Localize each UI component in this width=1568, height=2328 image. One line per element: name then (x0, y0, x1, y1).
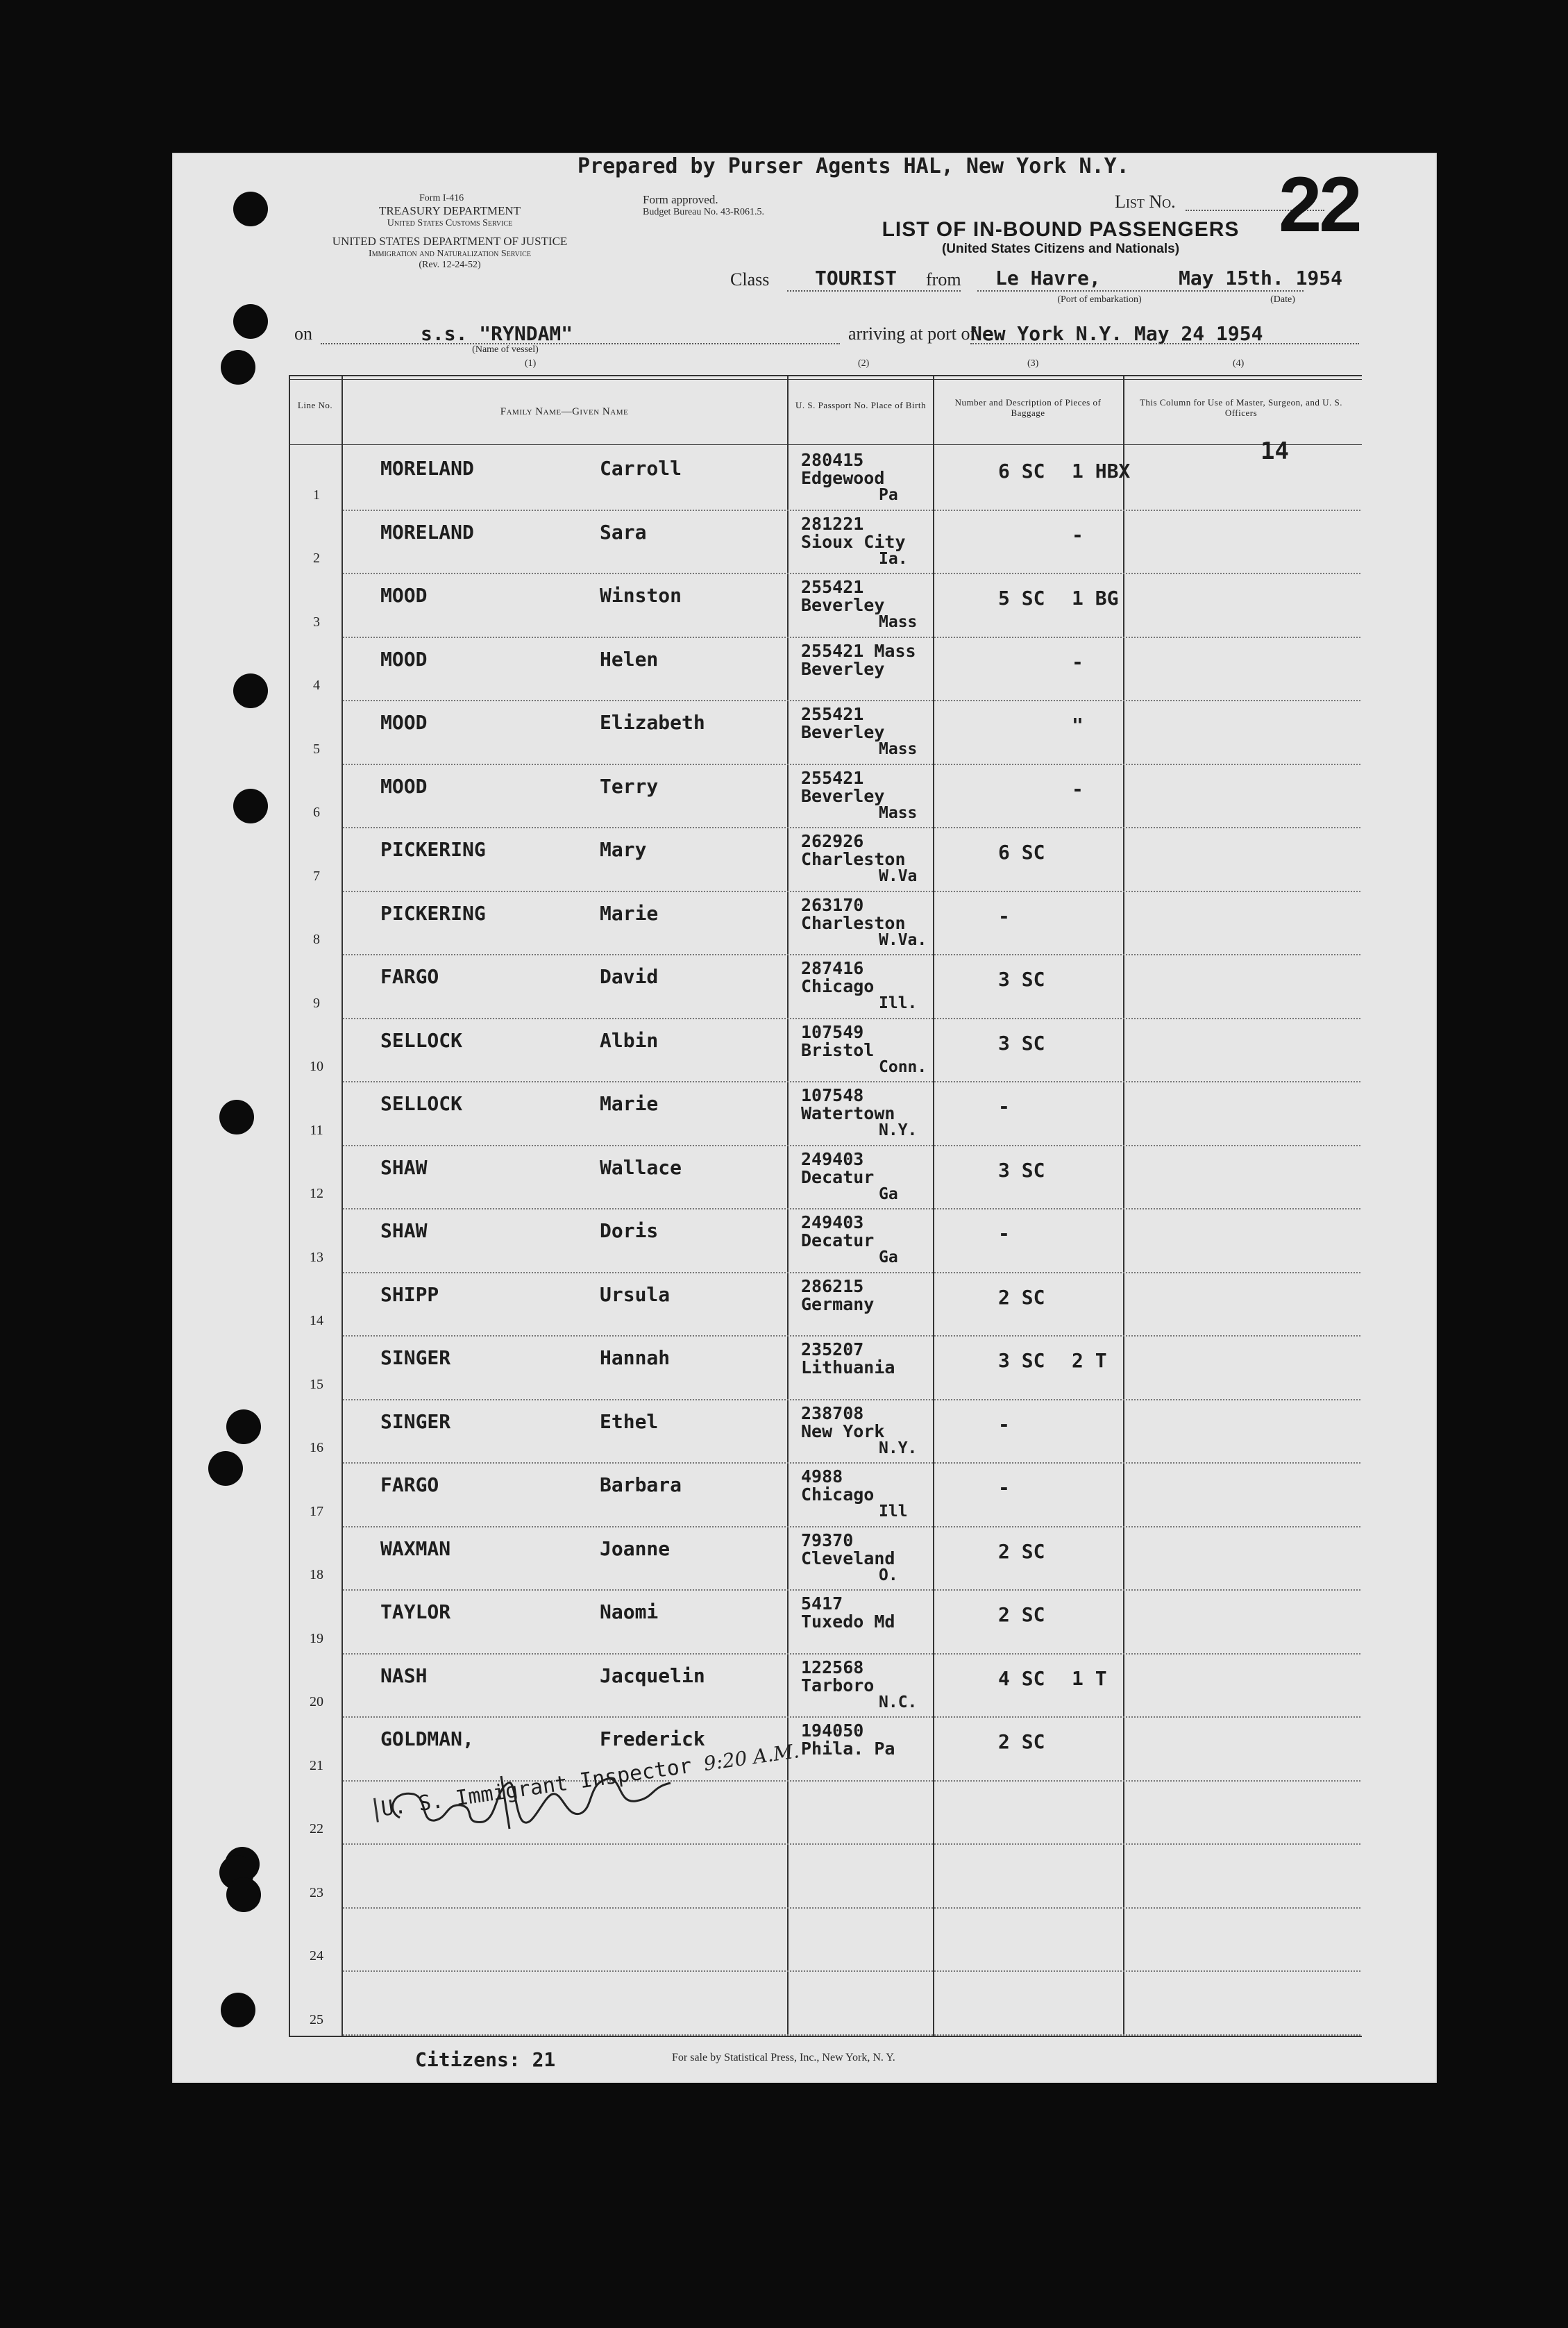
passport-number: 107548 (801, 1085, 864, 1105)
baggage-a: 3 SC (998, 1158, 1045, 1182)
on-label: on (294, 324, 312, 344)
birth-place: Lithuania (801, 1357, 895, 1377)
passport-number: 249403 (801, 1212, 864, 1232)
arriving-label: arriving at port of (848, 324, 977, 344)
baggage-a: 2 SC (998, 1539, 1045, 1563)
treasury-dept: TREASURY DEPARTMENT (378, 204, 521, 217)
passport-number: 280415 (801, 450, 864, 470)
birth-place: Beverley (801, 785, 885, 806)
family-name: NASH (380, 1664, 428, 1687)
birth-state: N.C. (879, 1693, 918, 1711)
punch-hole (221, 1993, 255, 2027)
baggage-a: - (998, 1476, 1010, 1499)
birth-state: Mass (879, 803, 918, 822)
family-name: FARGO (380, 965, 439, 988)
family-name: GOLDMAN, (380, 1727, 474, 1750)
given-name: Marie (600, 901, 659, 925)
row-divider (343, 1653, 1360, 1655)
passport-number: 4988 (801, 1466, 843, 1487)
col-header-baggage: Number and Description of Pieces of Baggage (954, 397, 1102, 418)
passport-number: 107549 (801, 1021, 864, 1042)
punch-hole (233, 789, 268, 823)
baggage-b: 2 T (1072, 1349, 1107, 1372)
passport-number: 255421 (801, 577, 864, 597)
passport-number: 238708 (801, 1402, 864, 1423)
date-label: (Date) (1270, 294, 1295, 305)
line-number: 25 (310, 2011, 323, 2027)
birth-state: Pa (879, 486, 898, 504)
punch-hole (233, 304, 268, 339)
family-name: MOOD (380, 647, 428, 671)
passport-number: 255421 Mass (801, 640, 916, 661)
row-divider (343, 2034, 1360, 2036)
given-name: David (600, 965, 659, 988)
ins-service: Immigration and Naturalization Service (369, 249, 531, 259)
birth-place: Tuxedo Md (801, 1611, 895, 1632)
class-value: TOURIST (815, 267, 897, 290)
passport-number: 255421 (801, 704, 864, 724)
birth-state: W.Va. (879, 930, 927, 949)
birth-place: Bristol (801, 1039, 875, 1060)
family-name: MOOD (380, 711, 428, 734)
row-divider (343, 1526, 1360, 1527)
row-divider (343, 700, 1360, 701)
baggage-a: 2 SC (998, 1730, 1045, 1753)
line-number: 2 (313, 551, 320, 566)
passport-number: 5417 (801, 1593, 843, 1614)
baggage-b: " (1072, 714, 1084, 737)
family-name: MORELAND (380, 457, 474, 480)
family-name: PICKERING (380, 901, 486, 925)
line-number: 16 (310, 1440, 323, 1455)
passport-number: 281221 (801, 513, 864, 534)
row-divider (343, 1399, 1360, 1400)
row-divider (343, 1335, 1360, 1337)
row-divider (343, 1018, 1360, 1019)
baggage-a: - (998, 1222, 1010, 1245)
family-name: WAXMAN (380, 1536, 451, 1560)
line-number: 17 (310, 1503, 323, 1519)
col-number-4: (4) (1233, 358, 1245, 369)
form-approved: Form approved. (643, 193, 718, 206)
given-name: Joanne (600, 1536, 671, 1560)
given-name: Doris (600, 1219, 659, 1242)
passport-number: 194050 (801, 1720, 864, 1741)
family-name: MOOD (380, 584, 428, 607)
line-number: 23 (310, 1884, 323, 1900)
passport-number: 286215 (801, 1275, 864, 1296)
manifest-sheet (172, 153, 1437, 2083)
col-header-passport: U. S. Passport No. Place of Birth (795, 400, 927, 410)
punch-hole (233, 192, 268, 226)
port-embark-label: (Port of embarkation) (1057, 294, 1142, 305)
given-name: Winston (600, 584, 682, 607)
revision: (Rev. 12-24-52) (419, 260, 481, 270)
line-number: 15 (310, 1376, 323, 1392)
baggage-b: 1 HBX (1072, 460, 1131, 483)
family-name: SINGER (380, 1409, 451, 1433)
passport-number: 262926 (801, 831, 864, 851)
vessel-name: s.s. "RYNDAM" (421, 322, 573, 345)
given-name: Elizabeth (600, 711, 705, 734)
form-title: LIST OF IN-BOUND PASSENGERS (882, 218, 1240, 241)
baggage-a: 6 SC (998, 841, 1045, 864)
justice-dept: UNITED STATES DEPARTMENT OF JUSTICE (332, 235, 568, 248)
given-name: Sara (600, 520, 647, 544)
given-name: Ursula (600, 1282, 671, 1306)
line-number: 20 (310, 1694, 323, 1709)
given-name: Marie (600, 1092, 659, 1115)
punch-hole (219, 1100, 254, 1134)
row-divider (343, 637, 1360, 638)
given-name: Hannah (600, 1346, 671, 1369)
birth-state: Conn. (879, 1057, 927, 1076)
family-name: SHAW (380, 1155, 428, 1179)
prepared-by: Prepared by Purser Agents HAL, New York N.Y. (578, 154, 1129, 178)
passport-number: 79370 (801, 1530, 854, 1550)
col-number-1: (1) (525, 358, 537, 369)
family-name: SELLOCK (380, 1092, 463, 1115)
family-name: MORELAND (380, 520, 474, 544)
birth-place: Decatur (801, 1230, 875, 1250)
baggage-b: 1 BG (1072, 587, 1119, 610)
from-value: Le Havre, (995, 267, 1101, 290)
passport-number: 255421 (801, 767, 864, 788)
birth-place: Beverley (801, 722, 885, 742)
birth-state: Ga (879, 1184, 898, 1203)
row-divider (343, 573, 1360, 574)
punch-hole (221, 350, 255, 385)
citizens-count: Citizens: 21 (415, 2048, 556, 2071)
given-name: Frederick (600, 1727, 705, 1750)
birth-place: Germany (801, 1293, 875, 1314)
row-divider (343, 1208, 1360, 1209)
birth-place: Beverley (801, 658, 885, 679)
given-name: Naomi (600, 1600, 659, 1623)
row-divider (343, 1589, 1360, 1591)
birth-state: Mass (879, 613, 918, 631)
punch-hole (226, 1409, 261, 1444)
line-number: 8 (313, 932, 320, 947)
birth-place: Sioux City (801, 531, 906, 552)
baggage-a: 6 SC (998, 460, 1045, 483)
birth-place: Beverley (801, 595, 885, 615)
line-number: 5 (313, 741, 320, 757)
birth-place: Charleston (801, 849, 906, 869)
birth-place: Chicago (801, 976, 875, 996)
birth-place: Tarboro (801, 1675, 875, 1695)
baggage-b: 1 T (1072, 1666, 1107, 1690)
line-number: 21 (310, 1757, 323, 1773)
birth-place: Edgewood (801, 468, 885, 488)
family-name: SINGER (380, 1346, 451, 1369)
line-number: 7 (313, 868, 320, 884)
family-name: SHIPP (380, 1282, 439, 1306)
family-name: SHAW (380, 1219, 428, 1242)
baggage-a: - (998, 904, 1010, 928)
birth-place: Cleveland (801, 1548, 895, 1568)
birth-state: W.Va (879, 867, 918, 885)
line-number: 19 (310, 1630, 323, 1646)
baggage-a: 4 SC (998, 1666, 1045, 1690)
given-name: Albin (600, 1028, 659, 1052)
baggage-a: - (998, 1412, 1010, 1436)
row-divider (343, 1970, 1360, 1972)
inspector-stamp-text: U. S. Immigrant Inspector (373, 1754, 693, 1823)
baggage-b: - (1072, 777, 1084, 801)
punch-hole (233, 673, 268, 708)
line-number: 4 (313, 678, 320, 693)
given-name: Jacquelin (600, 1664, 705, 1687)
passport-number: 263170 (801, 894, 864, 915)
row-divider (343, 764, 1360, 765)
punch-hole (226, 1877, 261, 1912)
officer-mark: 14 (1261, 437, 1289, 465)
birth-place: Watertown (801, 1103, 895, 1123)
family-name: FARGO (380, 1473, 439, 1496)
line-number: 9 (313, 995, 320, 1011)
birth-state: Ill (879, 1502, 908, 1521)
row-divider (343, 510, 1360, 511)
line-number: 18 (310, 1567, 323, 1582)
baggage-a: 2 SC (998, 1603, 1045, 1626)
line-number: 24 (310, 1948, 323, 1963)
passport-number: 249403 (801, 1148, 864, 1169)
col-header-name: Family Name—Given Name (500, 406, 629, 417)
baggage-b: - (1072, 650, 1084, 673)
col-header-officers: This Column for Use of Master, Surgeon, and U. S. Officers (1139, 397, 1343, 418)
class-label: Class (730, 269, 770, 290)
arrival-port-date: New York N.Y. May 24 1954 (970, 322, 1263, 345)
family-name: SELLOCK (380, 1028, 463, 1052)
col-number-3: (3) (1027, 358, 1039, 369)
given-name: Terry (600, 774, 659, 798)
row-divider (343, 1081, 1360, 1082)
birth-place: Chicago (801, 1484, 875, 1505)
col-number-2: (2) (858, 358, 870, 369)
birth-state: N.Y. (879, 1439, 918, 1457)
birth-state: N.Y. (879, 1121, 918, 1139)
baggage-a: 3 SC (998, 1031, 1045, 1055)
list-number: 22 (1279, 161, 1360, 248)
birth-place: New York (801, 1421, 885, 1441)
given-name: Barbara (600, 1473, 682, 1496)
row-divider (343, 954, 1360, 955)
birth-state: Ga (879, 1248, 898, 1266)
line-number: 6 (313, 805, 320, 820)
line-number: 3 (313, 614, 320, 630)
line-number: 11 (310, 1122, 323, 1138)
family-name: MOOD (380, 774, 428, 798)
family-name: TAYLOR (380, 1600, 451, 1623)
baggage-b: - (1072, 523, 1084, 546)
birth-place: Decatur (801, 1166, 875, 1187)
family-name: PICKERING (380, 838, 486, 861)
row-divider (343, 1145, 1360, 1146)
list-no-label: List No. (1115, 192, 1176, 212)
line-number: 10 (310, 1059, 323, 1074)
birth-state: Ia. (879, 549, 908, 568)
given-name: Wallace (600, 1155, 682, 1179)
baggage-a: - (998, 1095, 1010, 1118)
punch-hole (208, 1451, 243, 1486)
birth-state: O. (879, 1566, 898, 1584)
form-subtitle: (United States Citizens and Nationals) (941, 242, 1180, 256)
row-divider (343, 827, 1360, 828)
stamp-time: 9:20 A.M. (702, 1739, 801, 1776)
given-name: Helen (600, 647, 659, 671)
customs-service: United States Customs Service (387, 218, 513, 228)
given-name: Ethel (600, 1409, 659, 1433)
budget-bureau: Budget Bureau No. 43-R061.5. (643, 207, 764, 217)
birth-state: Mass (879, 740, 918, 758)
line-number: 1 (313, 487, 320, 503)
row-divider (343, 1907, 1360, 1909)
printer-note: For sale by Statistical Press, Inc., New York, N. Y. (672, 2052, 895, 2063)
row-divider (343, 1716, 1360, 1718)
birth-state: Ill. (879, 994, 918, 1012)
passport-number: 122568 (801, 1657, 864, 1677)
vessel-label: (Name of vessel) (472, 344, 539, 355)
birth-place: Phila. Pa (801, 1739, 895, 1759)
row-divider (343, 1462, 1360, 1464)
form-number: Form I-416 (419, 193, 464, 203)
birth-place: Charleston (801, 912, 906, 933)
from-label: from (926, 269, 961, 290)
line-number: 13 (310, 1249, 323, 1265)
row-divider (343, 891, 1360, 892)
col-header-line-no: Line No. (297, 400, 333, 410)
passport-number: 287416 (801, 958, 864, 978)
baggage-a: 3 SC (998, 1349, 1045, 1372)
passport-number: 235207 (801, 1339, 864, 1359)
date-value: May 15th. 1954 (1179, 267, 1343, 290)
given-name: Carroll (600, 457, 682, 480)
baggage-a: 2 SC (998, 1285, 1045, 1309)
row-divider (343, 1272, 1360, 1273)
line-number: 22 (310, 1821, 323, 1836)
baggage-a: 5 SC (998, 587, 1045, 610)
baggage-a: 3 SC (998, 968, 1045, 991)
given-name: Mary (600, 838, 647, 861)
line-number: 12 (310, 1186, 323, 1201)
line-number: 14 (310, 1313, 323, 1328)
